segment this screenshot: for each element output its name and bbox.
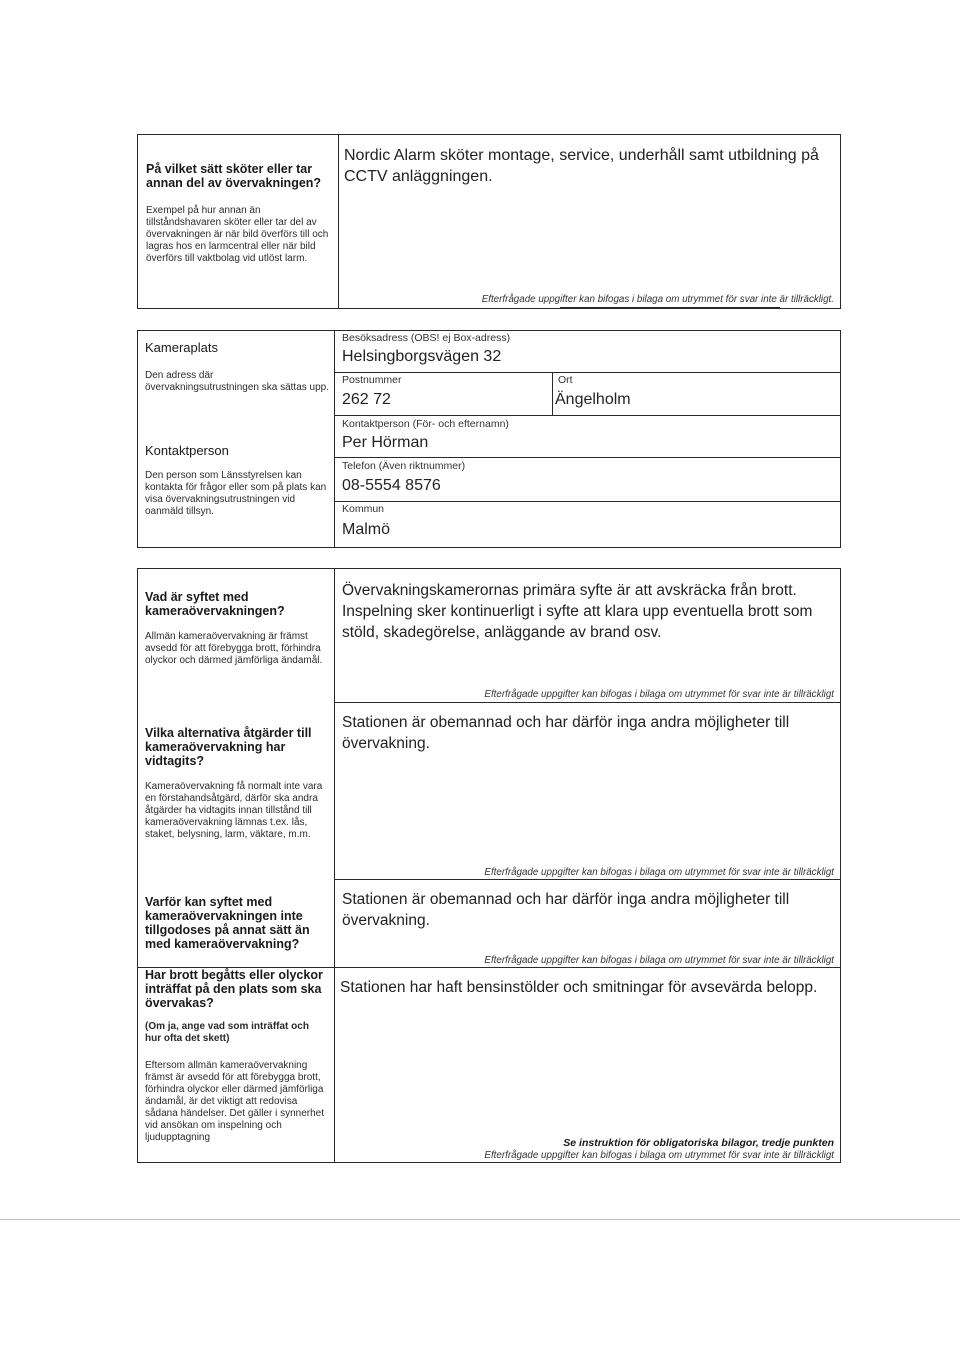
page-footer-rule	[0, 1219, 960, 1220]
note-underline	[560, 307, 780, 308]
question-why-camera: Varför kan syftet med kameraövervakningen inte tillgodoses på annat sätt än med kameraövervakning?	[145, 895, 310, 951]
note-attachment: Efterfrågade uppgifter kan bifogas i bilaga om utrymmet för svar inte är tillräckligt.	[481, 294, 834, 305]
address-label: Besöksadress (OBS! ej Box-adress)	[342, 332, 511, 344]
instruction-attachments: Se instruktion för obligatoriska bilagor, tredje punkten	[563, 1137, 834, 1149]
question-incidents: Har brott begåtts eller olyckor inträffat på den plats som ska övervakas?	[145, 968, 323, 1010]
answer-why-camera[interactable]: Stationen är obemannad och har därför inga andra möjligheter till övervakning.	[342, 891, 790, 929]
divider	[552, 372, 553, 415]
contact-label: Kontaktperson (För- och efternamn)	[342, 418, 509, 430]
kontakt-title: Kontaktperson	[145, 443, 229, 458]
answer-incidents[interactable]: Stationen har haft bensinstölder och smitningar för avsevärda belopp.	[340, 979, 818, 996]
answer-alternatives[interactable]: Stationen är obemannad och har därför inga andra möjligheter till övervakning.	[342, 714, 790, 752]
address-field[interactable]: Helsingborgsvägen 32	[342, 348, 502, 365]
help-purpose: Allmän kameraövervakning är främst avsedd för att förebygga brott, förhindra olyckor och därmed jämförliga ändamål.	[145, 631, 323, 666]
postnr-label: Postnummer	[342, 374, 402, 386]
help-incidents: Eftersom allmän kameraövervakning främst är avsedd för att förebygga brott, förhindra olyckor eller därmed jämförliga ändamål, är det viktigt att redovisa sådana händelser. Det gäller i synnerhet vid ansökan om inspelning och ljudupptagning	[145, 1060, 325, 1143]
help-alternatives: Kameraövervakning få normalt inte vara en förstahandsåtgärd, därför ska andra åtgärder ha vidtagits innan tillstånd till kameraövervakning lämnas t.ex. lås, staket, belysning, larm, väktare, m.m.	[145, 781, 323, 840]
ort-field[interactable]: Ängelholm	[555, 391, 631, 408]
note-attachment: Efterfrågade uppgifter kan bifogas i bilaga om utrymmet för svar inte är tillräckligt	[484, 1150, 834, 1161]
incidents-subnote: (Om ja, ange vad som inträffat och hur ofta det skett)	[145, 1021, 309, 1044]
phone-label: Telefon (Även riktnummer)	[342, 460, 466, 472]
kommun-field[interactable]: Malmö	[342, 521, 391, 538]
question-purpose: Vad är syftet med kameraövervakningen?	[145, 590, 285, 618]
row-divider	[334, 457, 841, 458]
note-attachment: Efterfrågade uppgifter kan bifogas i bilaga om utrymmet för svar inte är tillräckligt	[484, 955, 834, 966]
help-who-handles: Exempel på hur annan än tillståndshavaren sköter eller tar del av övervakningen är när bild överförs till och lagras hos en larmcentral eller när bild överförs till vaktbolag vid utlöst larm.	[146, 205, 329, 264]
question-who-handles: På vilket sätt sköter eller tar annan del av övervakningen?	[146, 162, 322, 190]
divider	[338, 134, 339, 309]
row-divider	[334, 415, 841, 416]
note-attachment: Efterfrågade uppgifter kan bifogas i bilaga om utrymmet för svar inte är tillräckligt	[484, 867, 834, 878]
row-divider	[334, 372, 841, 373]
row-divider	[334, 879, 841, 880]
divider	[334, 330, 335, 548]
kontakt-help: Den person som Länsstyrelsen kan kontakta för frågor eller som på plats kan visa övervakningsutrustningen vid oanmäld tillsyn.	[145, 470, 327, 517]
answer-who-handles[interactable]: Nordic Alarm sköter montage, service, underhåll samt utbildning på CCTV anläggningen.	[344, 147, 819, 185]
divider	[334, 568, 335, 1163]
answer-purpose[interactable]: Övervakningskamerornas primära syfte är att avskräcka från brott. Inspelning sker kontinuerligt i syfte att klara upp eventuella brott som stöld, skadegörelse, anläggande av brand osv.	[342, 582, 813, 641]
kommun-label: Kommun	[342, 503, 385, 515]
postnr-field[interactable]: 262 72	[342, 391, 391, 408]
row-divider	[334, 501, 841, 502]
note-attachment: Efterfrågade uppgifter kan bifogas i bilaga om utrymmet för svar inte är tillräckligt	[484, 689, 834, 700]
row-divider	[334, 702, 841, 703]
question-alternatives: Vilka alternativa åtgärder till kameraövervakning har vidtagits?	[145, 726, 312, 768]
phone-field[interactable]: 08-5554 8576	[342, 477, 441, 494]
contact-field[interactable]: Per Hörman	[342, 434, 429, 451]
kameraplats-help: Den adress där övervakningsutrustningen ska sättas upp.	[145, 370, 329, 393]
ort-label: Ort	[558, 374, 573, 386]
kameraplats-title: Kameraplats	[145, 340, 218, 355]
